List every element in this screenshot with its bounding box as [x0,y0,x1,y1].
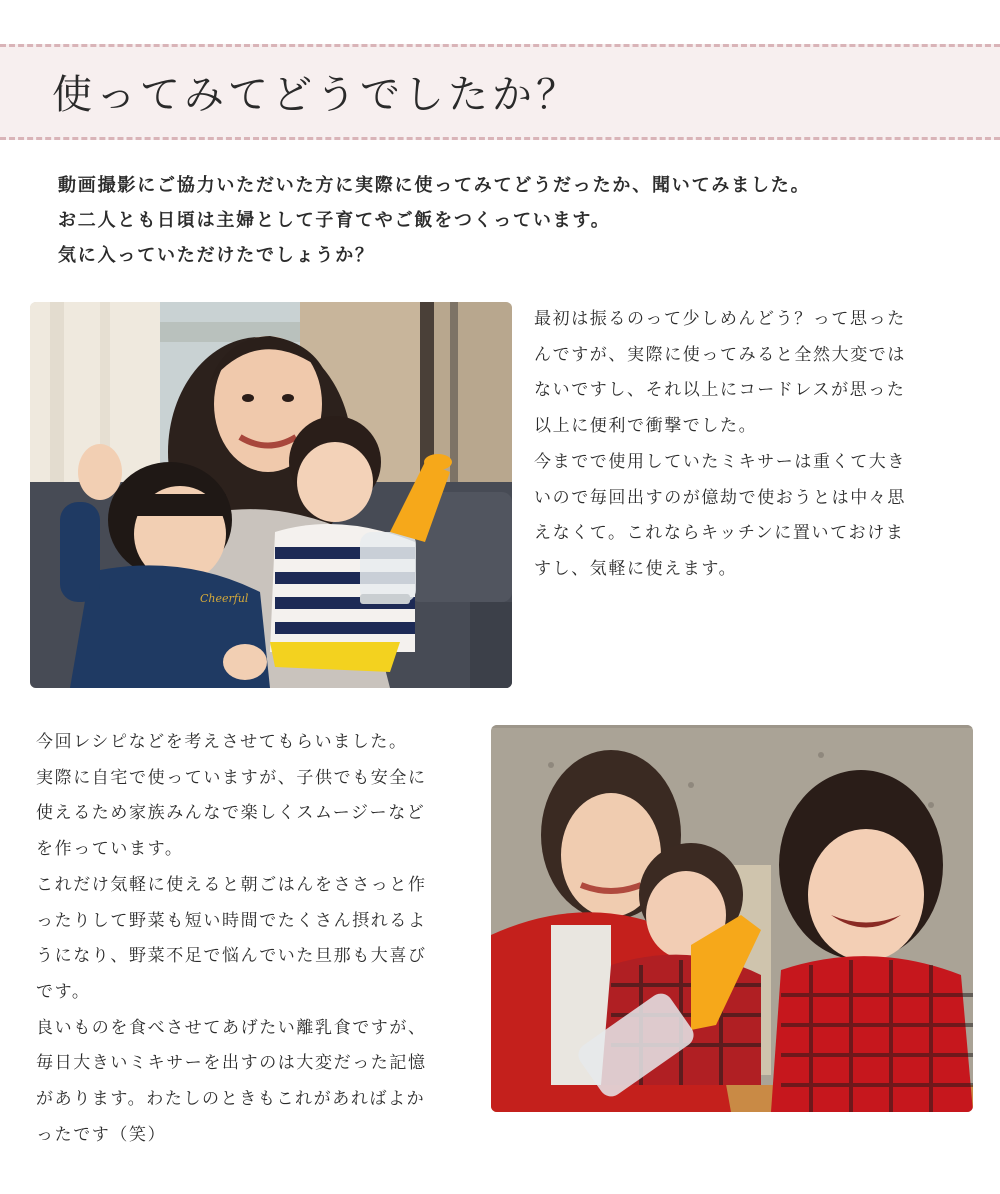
intro-line: 動画撮影にご協力いただいた方に実際に使ってみてどうだったか、聞いてみました。 [58,175,811,196]
testimonial-line: 以上に便利で衝撃でした。 [534,416,758,437]
testimonial-line: があります。わたしのときもこれがあればよか [36,1089,426,1110]
page-title: 使ってみてどうでしたか？ [52,72,580,118]
testimonial-line: んですが、実際に使ってみると全然大変では [534,344,906,365]
testimonial-line: 良いものを食べさせてあげたい離乳食ですが、 [36,1017,427,1038]
section-header [0,44,1000,140]
testimonial-line: ないですし、それ以上にコードレスが思った [534,380,906,401]
testimonial-line: を作っています。 [36,839,184,860]
testimonial-line: うになり、野菜不足で悩んでいた旦那も大喜び [36,946,427,967]
testimonial-2-text [36,725,481,1153]
intro-line: 気に入っていただけたでしょうか？ [58,245,375,266]
intro-line: お二人とも日頃は主婦として子育てやご飯をつくっています。 [58,210,611,231]
testimonial-line: 使えるため家族みんなで楽しくスムージーなど [36,803,426,824]
testimonial-line: ったです（笑） [36,1124,167,1145]
testimonial-line: えなくて。これならキッチンに置いておけま [534,523,905,544]
testimonial-line: 今までで使用していたミキサーは重くて大き [534,451,906,472]
testimonial-line: です。 [36,981,91,1002]
testimonial-line: ったりして野菜も短い時間でたくさん摂れるよ [36,910,427,931]
testimonial-line: 今回レシピなどを考えさせてもらいました。 [36,732,408,752]
intro-text [58,168,958,273]
testimonial-line: いので毎回出すのが億劫で使おうとは中々思 [534,487,906,508]
testimonial-line: 最初は振るのって少しめんどう？って思った [534,309,906,329]
testimonial-line: これだけ気軽に使えると朝ごはんをささっと作 [36,874,427,895]
testimonial-1-text [534,302,964,588]
testimonial-photo-1 [30,302,512,688]
testimonial-line: 毎日大きいミキサーを出すのは大変だった記憶 [36,1053,427,1074]
shirt-text: Cheerful [200,592,249,605]
testimonial-photo-2 [491,725,973,1112]
testimonial-line: すし、気軽に使えます。 [534,558,738,579]
testimonial-line: 実際に自宅で使っていますが、子供でも安全に [36,767,427,788]
